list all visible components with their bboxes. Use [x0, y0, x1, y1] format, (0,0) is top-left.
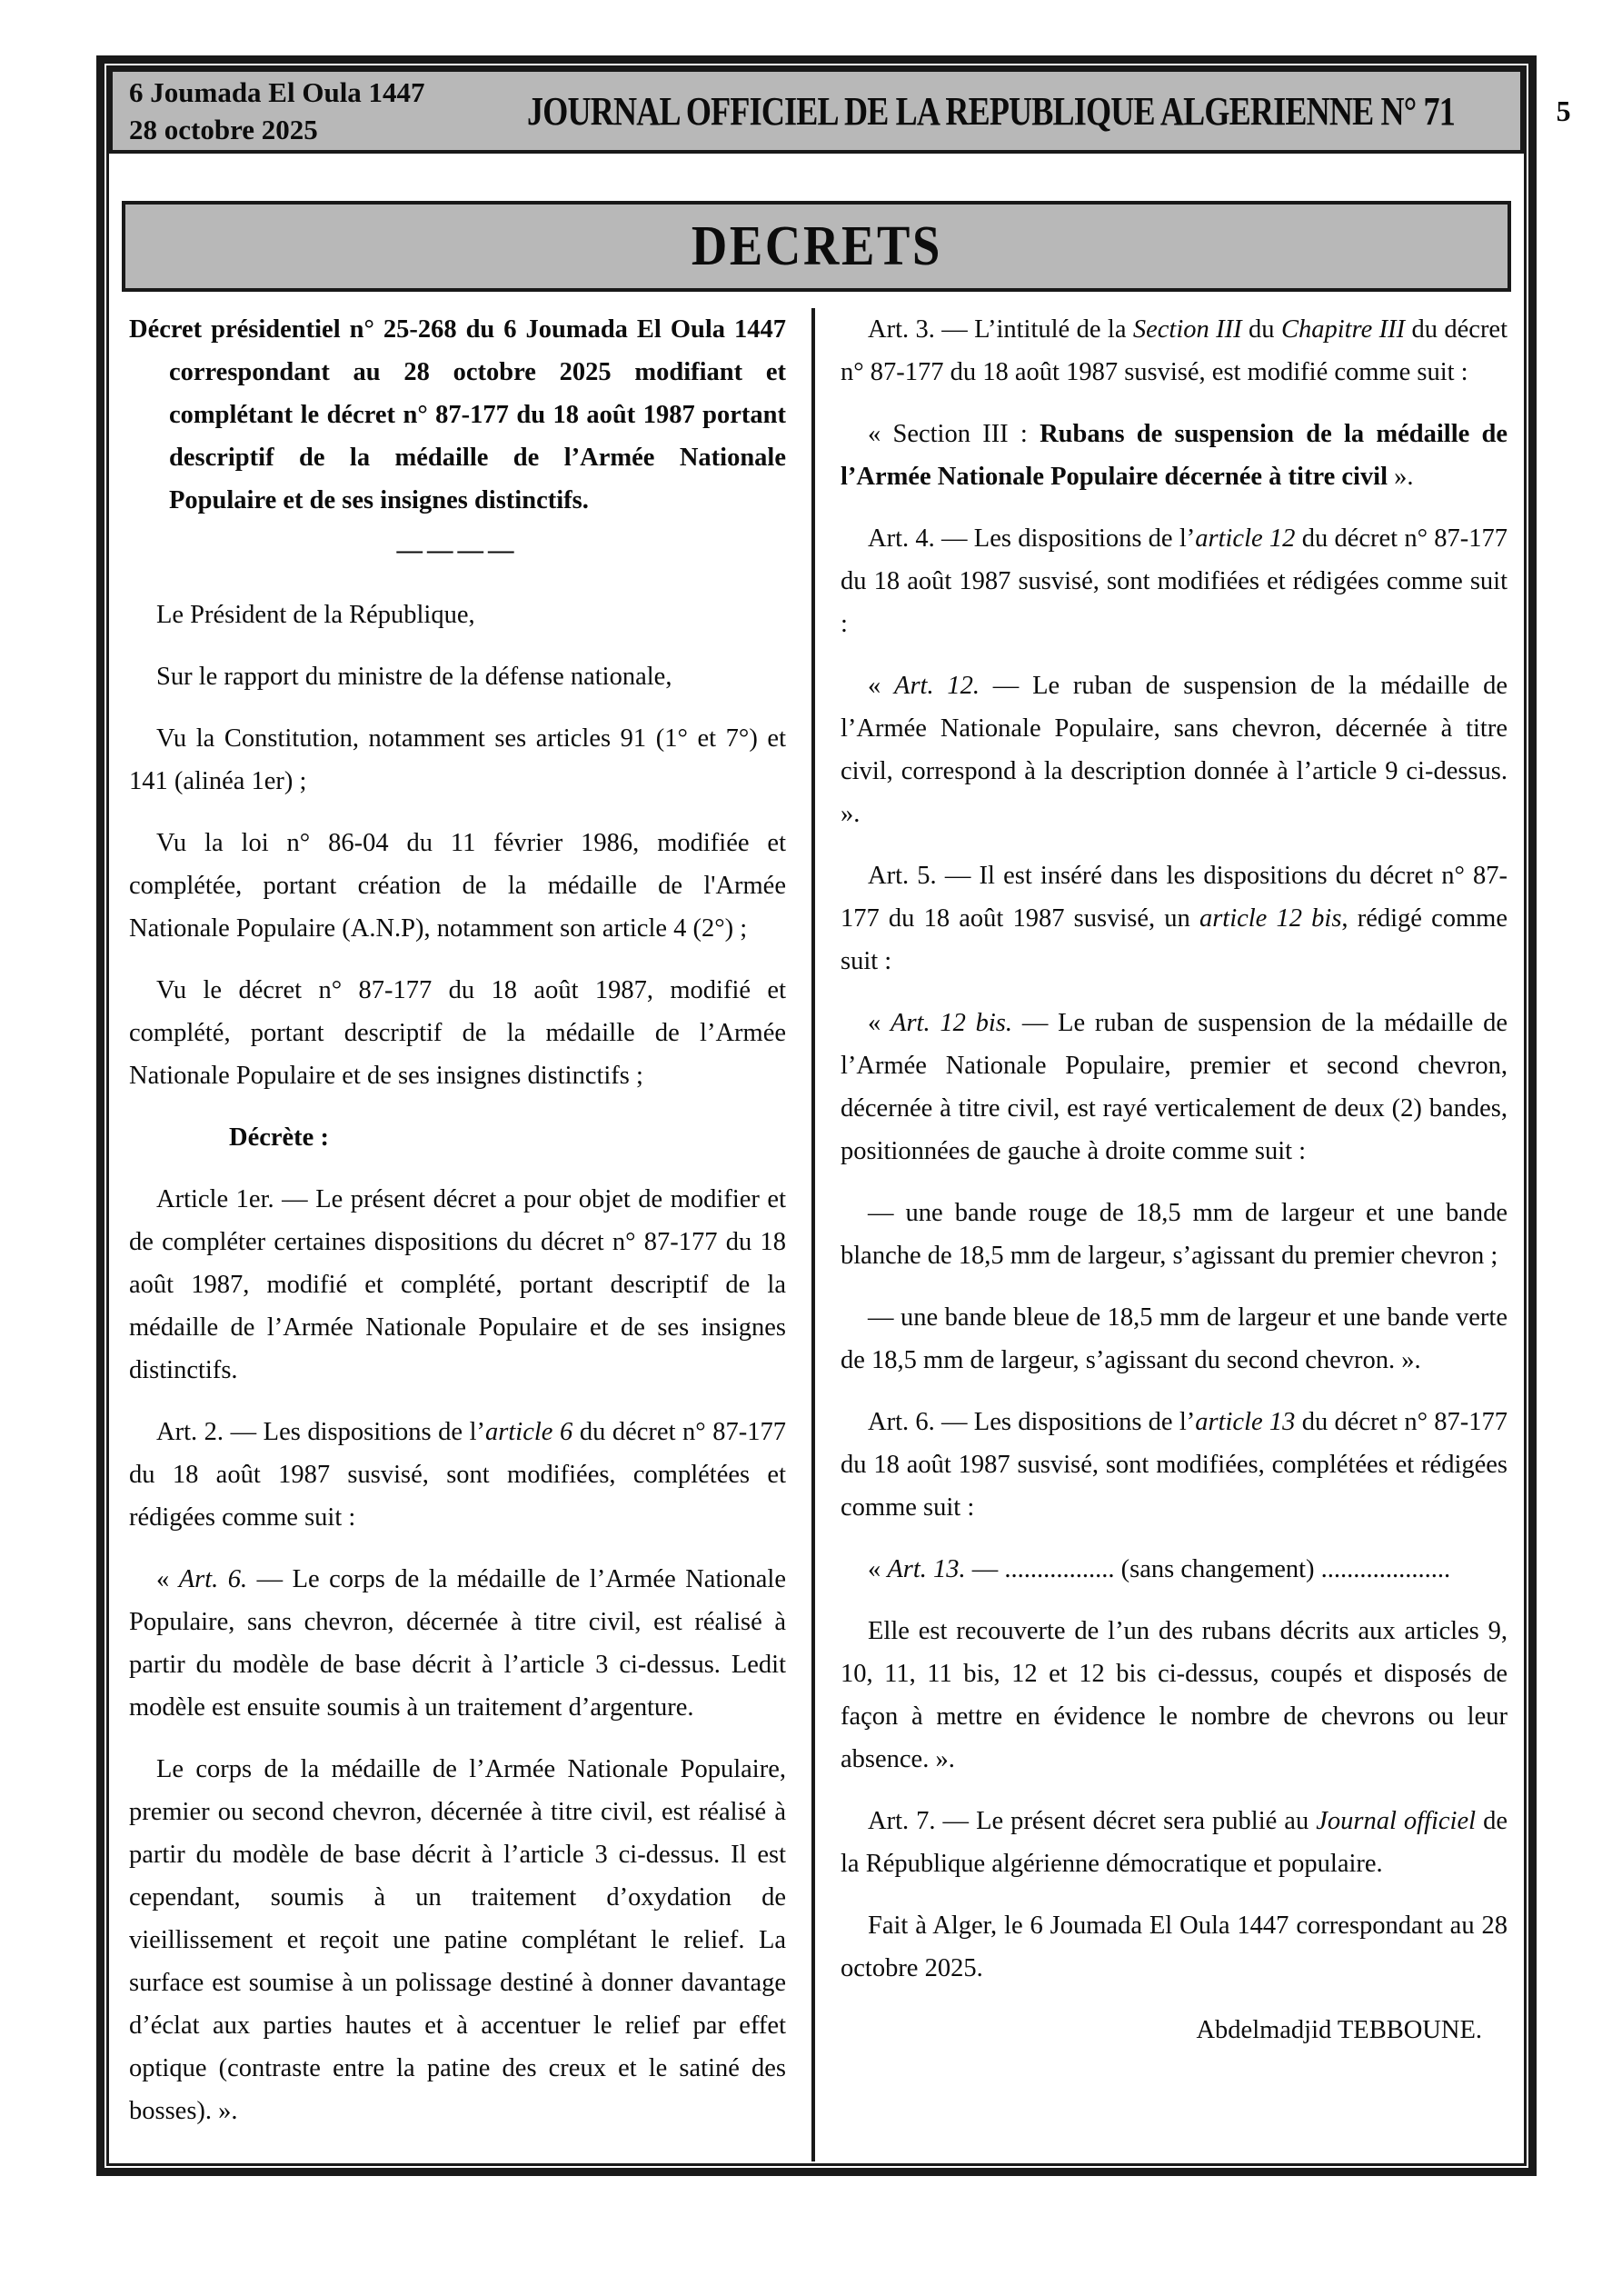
header-band — [109, 68, 1571, 154]
text-run: Art. 12 bis. — [891, 1009, 1013, 1037]
text-run: Art. 6. — Les dispositions de l’ — [868, 1408, 1196, 1436]
paragraph — [841, 1904, 1508, 1990]
text-run: — Le ruban de suspension de la médaille de l’Armée Nationale Populaire, sans chevron, décernée à titre civil, correspond à la description donnée à l’article 9 ci-dessus. ». — [841, 672, 1508, 828]
text-run: article 12 — [1195, 524, 1296, 553]
journal-title-wrap — [425, 88, 1557, 135]
text-run: Art. 2. — Les dispositions de l’ — [156, 1418, 486, 1446]
text-run: Sur le rapport du ministre de la défense nationale, — [156, 663, 672, 691]
text-run: du décret n° 87-177 du 18 août 1987 susvisé, est modifié comme suit : — [841, 315, 1508, 386]
paragraph — [129, 969, 786, 1097]
paragraph — [841, 308, 1508, 394]
text-run: Rubans de suspension de la médaille de l’Armée Nationale Populaire décernée à titre civil — [841, 420, 1508, 491]
text-run: Vu la loi n° 86-04 du 11 février 1986, modifiée et complétée, portant création de la médaille de l'Armée Nationale Populaire (A.N.P), notamment son article 4 (2°) ; — [129, 829, 786, 943]
text-run: « Section III : — [868, 420, 1040, 448]
section-banner-title: DECRETS — [691, 215, 942, 277]
date-gregorian: 28 octobre 2025 — [129, 114, 318, 145]
text-run: Vu le décret n° 87-177 du 18 août 1987, modifié et complété, portant descriptif de la médaille de l’Armée Nationale Populaire et de ses insignes distinctifs ; — [129, 976, 786, 1090]
paragraph — [841, 413, 1508, 498]
paragraph — [841, 1401, 1508, 1529]
paragraph — [129, 308, 786, 522]
text-run: « — [868, 1009, 891, 1037]
text-run: Art. 13. — [887, 1555, 966, 1583]
text-run: Abdelmadjid TEBBOUNE. — [1196, 2016, 1482, 2044]
text-run: Chapitre III — [1280, 315, 1406, 344]
decree-content — [109, 308, 1524, 2161]
right-column — [815, 308, 1524, 2161]
text-run: Art. 12. — [894, 672, 980, 700]
paragraph — [129, 822, 786, 950]
text-run: du décret n° 87-177 du 18 août 1987 susvisé, sont modifiées et rédigées comme suit : — [841, 524, 1508, 638]
text-run: ———— — [396, 536, 519, 564]
text-run: — Le corps de la médaille de l’Armée Nationale Populaire, sans chevron, décernée à titre civil, est réalisé à partir du modèle de base décrit à l’article 3 ci-dessus. Ledit modèle est ensuite soumis à un traitement d’argenture. — [129, 1565, 787, 1722]
text-run: du décret n° 87-177 du 18 août 1987 susvisé, sont modifiées, complétées et rédigées comme suit : — [841, 1408, 1508, 1522]
header-dates — [113, 74, 425, 148]
paragraph — [129, 717, 786, 803]
text-run: Art. 4. — Les dispositions de l’ — [868, 524, 1196, 553]
text-run: , rédigé comme suit : — [841, 904, 1508, 975]
text-run: « — [868, 1555, 888, 1583]
text-run: Art. 5. — Il est inséré dans les dispositions du décret n° 87-177 du 18 août 1987 susvisé, un — [841, 862, 1508, 933]
journal-title: JOURNAL OFFICIEL DE LA REPUBLIQUE ALGERIENNE N° 71 — [526, 88, 1455, 134]
paragraph — [841, 1192, 1508, 1277]
text-run: Art. 3. — L’intitulé de la — [868, 315, 1133, 344]
paragraph — [841, 1296, 1508, 1382]
text-run: Elle est recouverte de l’un des rubans décrits aux articles 9, 10, 11, 11 bis, 12 et 12 bis ci-dessus, coupés et disposés de façon à mettre en évidence le nombre de chevrons ou leur absence. ». — [841, 1617, 1508, 1773]
paragraph — [129, 655, 786, 698]
text-run: article 6 — [485, 1418, 573, 1446]
text-run: Vu la Constitution, notamment ses articles 91 (1° et 7°) et 141 (alinéa 1er) ; — [129, 724, 786, 795]
text-run: Le corps de la médaille de l’Armée Nationale Populaire, premier ou second chevron, décernée à titre civil, est réalisé à partir du modèle de base décrit à l’article 3 ci-dessus. Il est cependant, soumis à un traitement d’oxydation de vieillissement et reçoit une patine complétant le relief. La surface est soumise à un polissage destiné à donner davantage d’éclat aux parties hautes et à accentuer le relief par effet optique (contraste entre la patine des creux et le satiné des bosses). ». — [129, 1755, 786, 2125]
page-frame — [96, 55, 1571, 2176]
paragraph — [129, 1558, 786, 1729]
text-run: Décret présidentiel n° 25-268 du 6 Joumada El Oula 1447 correspondant au 28 octobre 2025 modifiant et complétant le décret n° 87-177 du 18 août 1987 portant descriptif de la médaille de l’Armée Nationale Populaire et de ses insignes distinctifs. — [129, 315, 786, 514]
paragraph — [841, 664, 1508, 835]
page-frame-inner — [106, 65, 1571, 2166]
text-run: article 12 bis — [1199, 904, 1342, 933]
section-banner — [122, 201, 1511, 292]
paragraph — [841, 1610, 1508, 1781]
text-run: de la République algérienne démocratique et populaire. — [841, 1807, 1508, 1878]
text-run: Décrète : — [229, 1123, 329, 1152]
date-hijri: 6 Joumada El Oula 1447 — [129, 76, 425, 108]
paragraph — [129, 1178, 786, 1392]
text-run: — une bande bleue de 18,5 mm de largeur et une bande verte de 18,5 mm de largeur, s’agissant du second chevron. ». — [841, 1303, 1508, 1374]
text-run: Art. 7. — Le présent décret sera publié au — [868, 1807, 1317, 1835]
text-run: Article 1er. — Le présent décret a pour objet de modifier et de compléter certaines dispositions du décret n° 87-177 du 18 août 1987, modifié et complété, portant descriptif de la médaille de l’Armée Nationale Populaire et de ses insignes distinctifs. — [129, 1185, 786, 1384]
text-run: « — [868, 672, 895, 700]
paragraph — [129, 594, 786, 636]
paragraph — [841, 2009, 1508, 2051]
text-run: — une bande rouge de 18,5 mm de largeur et une bande blanche de 18,5 mm de largeur, s’agissant du premier chevron ; — [841, 1199, 1508, 1270]
paragraph — [841, 1002, 1508, 1173]
paragraph — [841, 854, 1508, 983]
left-column — [109, 308, 811, 2161]
text-run: du — [1241, 315, 1281, 344]
page-number: 5 — [1556, 94, 1571, 127]
text-run: — Le ruban de suspension de la médaille de l’Armée Nationale Populaire, premier et second chevron, décernée à titre civil, est rayé verticalement de deux (2) bandes, positionnées de gauche à droite comme suit : — [841, 1009, 1508, 1165]
paragraph — [841, 1800, 1508, 1885]
text-run: Art. 6. — [178, 1565, 248, 1593]
text-run: Section III — [1132, 315, 1242, 344]
text-run: article 13 — [1195, 1408, 1296, 1436]
paragraph — [841, 517, 1508, 645]
text-run: Fait à Alger, le 6 Joumada El Oula 1447 correspondant au 28 octobre 2025. — [841, 1912, 1508, 1982]
text-run: du décret n° 87-177 du 18 août 1987 susvisé, sont modifiées, complétées et rédigées comme suit : — [129, 1418, 786, 1532]
text-run: ». — [1388, 463, 1414, 491]
text-run: Le Président de la République, — [156, 601, 475, 629]
text-run: « — [156, 1565, 179, 1593]
paragraph — [129, 529, 786, 572]
paragraph — [129, 1411, 786, 1539]
text-run: Journal officiel — [1316, 1807, 1477, 1835]
text-run: — ................. (sans changement) .................... — [965, 1555, 1451, 1583]
paragraph — [129, 1116, 786, 1159]
paragraph — [841, 1548, 1508, 1591]
paragraph — [129, 1748, 786, 2132]
